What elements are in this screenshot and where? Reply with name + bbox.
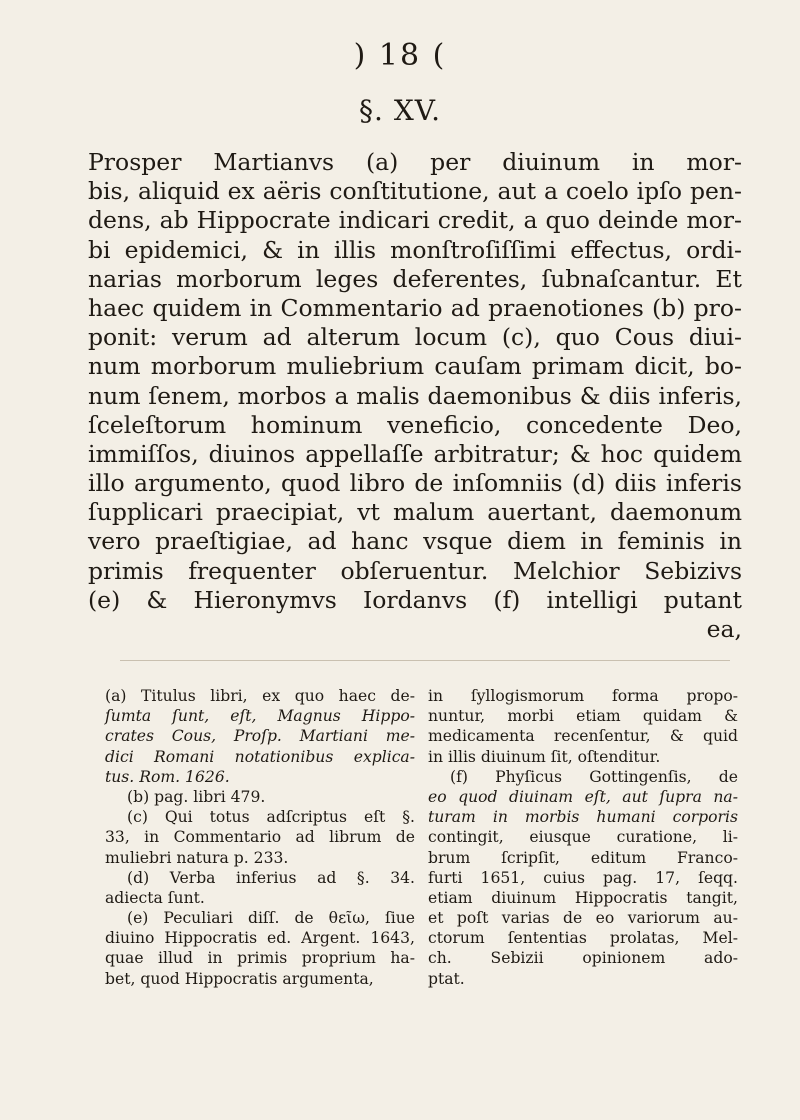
footnote-line: ptat. xyxy=(428,969,465,988)
footnote-line: ctorum ſententias prolatas, Mel- xyxy=(428,929,738,948)
text-line: Prosper Martianvs (a) per diuinum in mor- xyxy=(88,148,742,176)
footnote-line: bet, quod Hippocratis argumenta, xyxy=(105,969,374,988)
footnote-line: adiecta ſunt. xyxy=(105,888,205,907)
footnote-line: furti 1651, cuius pag. 17, ſeqq. xyxy=(428,868,738,887)
text-line: primis frequenter obſeruentur. Melchior Sebizivs xyxy=(88,556,742,585)
footnotes-right-column xyxy=(428,686,738,989)
footnote-line: (e) Peculiari diſſ. de θεῖω, ſiue xyxy=(127,909,415,928)
footnote-line: in ſyllogismorum forma propo- xyxy=(428,687,738,705)
footnote-line: (b) pag. libri 479. xyxy=(127,787,266,806)
footnote-line: ſumta ſunt, eſt, Magnus Hippo- xyxy=(105,707,415,726)
footnote-line: et poſt varias de eo variorum au- xyxy=(428,909,738,928)
footnote-line: (a) Titulus libri, ex quo haec de- xyxy=(105,687,415,705)
footnote-line: turam in morbis humani corporis xyxy=(428,808,738,827)
text-line: narias morborum leges deferentes, ſubnaſcantur. Et xyxy=(88,264,742,293)
page-number: ) 18 ( xyxy=(353,38,447,73)
footnote-line: crates Cous, Proſp. Martiani me- xyxy=(105,727,415,746)
catchword: ea, xyxy=(706,615,742,643)
text-line: ſupplicari praecipiat, vt malum auertant, daemonum xyxy=(88,498,742,527)
text-line: (e) & Hieronymvs Iordanvs (f) intelligi putant xyxy=(88,585,742,614)
footnote-line: (c) Qui totus adſcriptus eſt §. xyxy=(127,808,415,827)
footnote-line: etiam diuinum Hippocratis tangit, xyxy=(428,888,738,907)
footnote-line: ch. Sebizii opinionem ado- xyxy=(428,949,738,968)
footnote-line: contingit, eiusque curatione, li- xyxy=(428,828,738,847)
main-text xyxy=(88,148,742,644)
text-line: vero praeſtigiae, ad hanc vsque diem in feminis in xyxy=(88,527,742,556)
footnote-line: dici Romani notationibus explica- xyxy=(105,747,415,766)
text-line: haec quidem in Commentario ad praenotiones (b) pro- xyxy=(88,293,742,322)
text-line: illo argumento, quod libro de inſomniis (d) diis inferis xyxy=(88,469,742,498)
text-line: dens, ab Hippocrate indicari credit, a quo deinde mor- xyxy=(88,206,742,235)
footnote-line: nuntur, morbi etiam quidam & xyxy=(428,707,738,726)
footnotes-left-column xyxy=(105,686,415,989)
footnote-line: tus. Rom. 1626. xyxy=(105,767,230,786)
footnote-line: (f) Phyſicus Gottingenſis, de xyxy=(450,767,738,786)
footnote-line: brum ſcripſit, editum Franco- xyxy=(428,848,738,867)
text-line: ponit: verum ad alterum locum (c), quo Cous diui- xyxy=(88,323,742,352)
text-line: bis, aliquid ex aëris conſtitutione, aut a coelo ipſo pen- xyxy=(88,177,742,206)
text-line: immiſſos, diuinos appellaſſe arbitratur; & hoc quidem xyxy=(88,439,742,468)
text-line: ſceleſtorum hominum veneficio, concedente Deo, xyxy=(88,410,742,439)
footnote-separator xyxy=(120,660,730,661)
text-line: num ſenem, morbos a malis daemonibus & diis inferis, xyxy=(88,381,742,410)
footnote-line: (d) Verba inferius ad §. 34. xyxy=(127,868,415,887)
footnote-line: diuino Hippocratis ed. Argent. 1643, xyxy=(105,929,415,948)
footnote-line: in illis diuinum ſit, oſtenditur. xyxy=(428,747,661,766)
footnote-line: 33, in Commentario ad librum de xyxy=(105,828,415,847)
section-title: §. XV. xyxy=(359,94,441,127)
text-line: bi epidemici, & in illis monſtroſiſſimi effectus, ordi- xyxy=(88,235,742,264)
footnote-line: medicamenta recenſentur, & quid xyxy=(428,727,738,746)
text-line: num morborum muliebrium cauſam primam dicit, bo- xyxy=(88,352,742,381)
footnote-line: quae illud in primis proprium ha- xyxy=(105,949,415,968)
footnote-line: muliebri natura p. 233. xyxy=(105,848,289,867)
footnote-line: eo quod diuinam eſt, aut ſupra na- xyxy=(428,787,738,806)
